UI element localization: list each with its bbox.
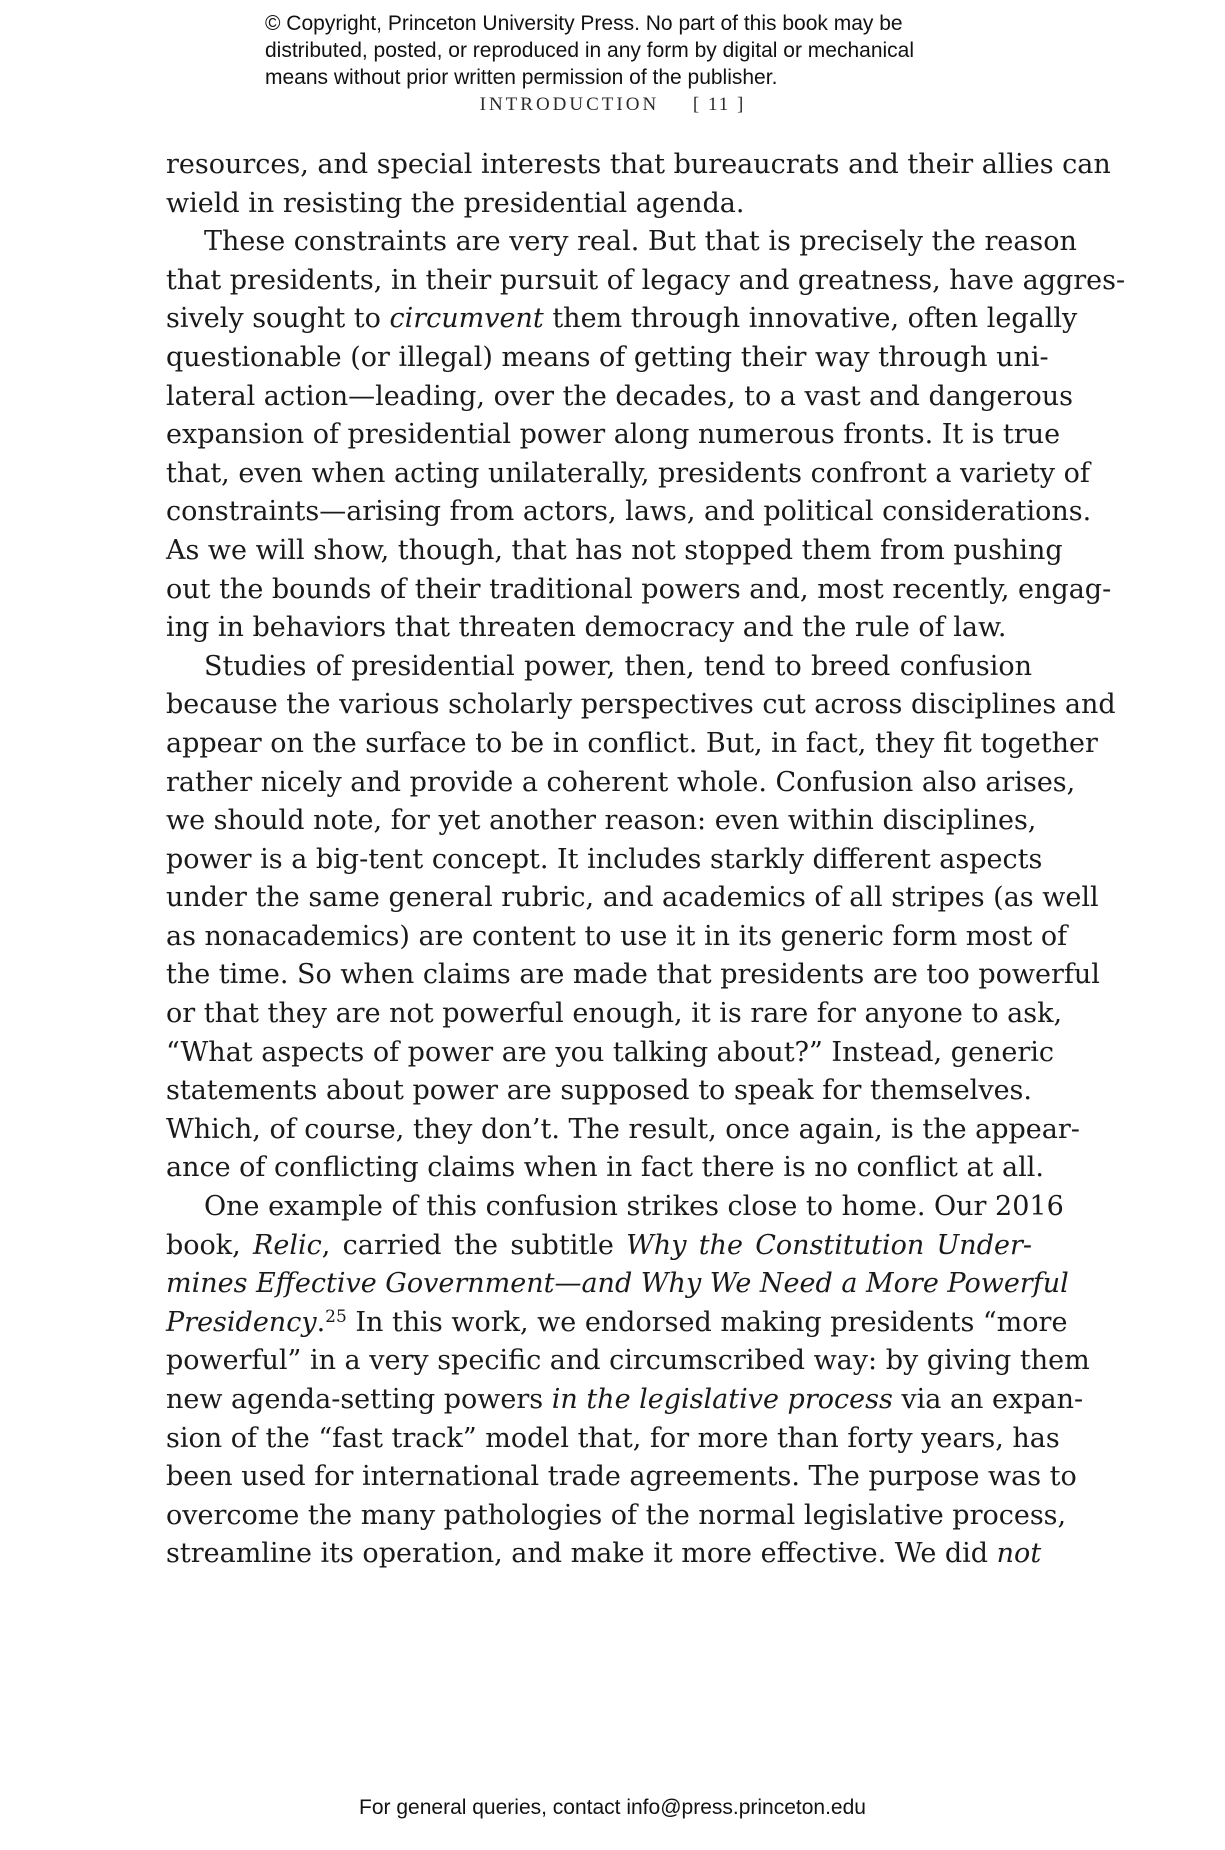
- text-line: [166, 1265, 1069, 1304]
- text-line: or that they are not powerful enough, it is rare for anyone to ask,: [166, 998, 1063, 1030]
- text-line: under the same general rubric, and academics of all stripes (as well: [166, 882, 1099, 914]
- text-line: Which, of course, they don’t. The result, once again, is the appear-: [166, 1113, 1080, 1145]
- text-line: As we will show, though, that has not stopped them from pushing: [166, 534, 1063, 566]
- copyright-notice: [265, 10, 1025, 91]
- text-line: appear on the surface to be in conflict. But, in fact, they fit together: [166, 727, 1098, 759]
- italic-emphasis: not: [996, 1538, 1042, 1570]
- running-head: [0, 94, 1225, 116]
- text-line: book, Relic, carried the subtitle Why the Constitution Under-: [166, 1229, 1032, 1261]
- text-line: sion of the “fast track” model that, for more than forty years, has: [166, 1422, 1060, 1454]
- running-head-section: INTRODUCTION: [479, 94, 660, 115]
- copyright-line: distributed, posted, or reproduced in any form by digital or mechanical: [265, 39, 915, 62]
- text-line: constraints—arising from actors, laws, and political considerations.: [166, 496, 1092, 528]
- body-text: [166, 146, 1126, 1574]
- text-line: rather nicely and provide a coherent whole. Confusion also arises,: [166, 766, 1076, 798]
- text-line: powerful” in a very specific and circumscribed way: by giving them: [166, 1345, 1090, 1377]
- paragraph-first-line: One example of this confusion strikes close to home. Our 2016: [204, 1191, 1064, 1223]
- text-line: overcome the many pathologies of the normal legislative process,: [166, 1499, 1067, 1531]
- footer-contact: For general queries, contact info@press.princeton.edu: [359, 1796, 866, 1819]
- text-line: that presidents, in their pursuit of legacy and greatness, have aggres-: [166, 264, 1126, 296]
- text-line: sively sought to circumvent them through innovative, often legally: [166, 303, 1078, 335]
- copyright-line: means without prior written permission of the publisher.: [265, 66, 778, 89]
- footnote-marker: 25: [325, 1306, 347, 1327]
- text-line: we should note, for yet another reason: even within disciplines,: [166, 805, 1037, 837]
- text-line: wield in resisting the presidential agenda.: [166, 187, 745, 219]
- italic-emphasis: circumvent: [389, 303, 544, 335]
- text-line: as nonacademics) are content to use it in its generic form most of: [166, 920, 1068, 952]
- paragraph-first-line: These constraints are very real. But that is precisely the reason: [204, 226, 1077, 258]
- text-line: resources, and special interests that bureaucrats and their allies can: [166, 149, 1111, 180]
- italic-emphasis: in the legislative process: [551, 1384, 893, 1415]
- text-line: the time. So when claims are made that presidents are too powerful: [166, 959, 1100, 991]
- text-line: streamline its operation, and make it more effective. We did not: [166, 1538, 1042, 1570]
- book-title: Relic: [253, 1229, 322, 1261]
- text-line: Presidency.$^{25}$ In this work, we endorsed making presidents “more: [166, 1306, 1068, 1338]
- book-subtitle: Presidency: [166, 1306, 317, 1338]
- text-line: expansion of presidential power along numerous fronts. It is true: [166, 419, 1061, 451]
- copyright-line: © Copyright, Princeton University Press. No part of this book may be: [265, 12, 903, 35]
- text-line: statements about power are supposed to speak for themselves.: [166, 1075, 1032, 1107]
- text-line: out the bounds of their traditional powers and, most recently, engag-: [166, 573, 1112, 605]
- text-line: been used for international trade agreements. The purpose was to: [166, 1461, 1077, 1493]
- text-line: new agenda-setting powers in the legislative process via an expan-: [166, 1384, 1084, 1415]
- page-number: [ 11 ]: [692, 94, 746, 115]
- text-line: ance of conflicting claims when in fact there is no conflict at all.: [166, 1152, 1044, 1184]
- book-subtitle: Why the Constitution Under-: [626, 1229, 1032, 1261]
- text-line: power is a big-tent concept. It includes starkly different aspects: [166, 843, 1043, 875]
- text-line: that, even when acting unilaterally, presidents confront a variety of: [166, 457, 1090, 489]
- book-subtitle: mines Effective Government—and Why We Need a More Powerful: [166, 1268, 1069, 1300]
- text-line: lateral action—leading, over the decades, to a vast and dangerous: [166, 380, 1073, 412]
- text-line: ing in behaviors that threaten democracy and the rule of law.: [166, 612, 1007, 644]
- text-line: because the various scholarly perspectives cut across disciplines and: [166, 689, 1116, 721]
- text-line: questionable (or illegal) means of getting their way through uni-: [166, 341, 1049, 373]
- paragraph-first-line: Studies of presidential power, then, tend to breed confusion: [204, 650, 1032, 682]
- text-line: “What aspects of power are you talking about?” Instead, generic: [166, 1036, 1054, 1068]
